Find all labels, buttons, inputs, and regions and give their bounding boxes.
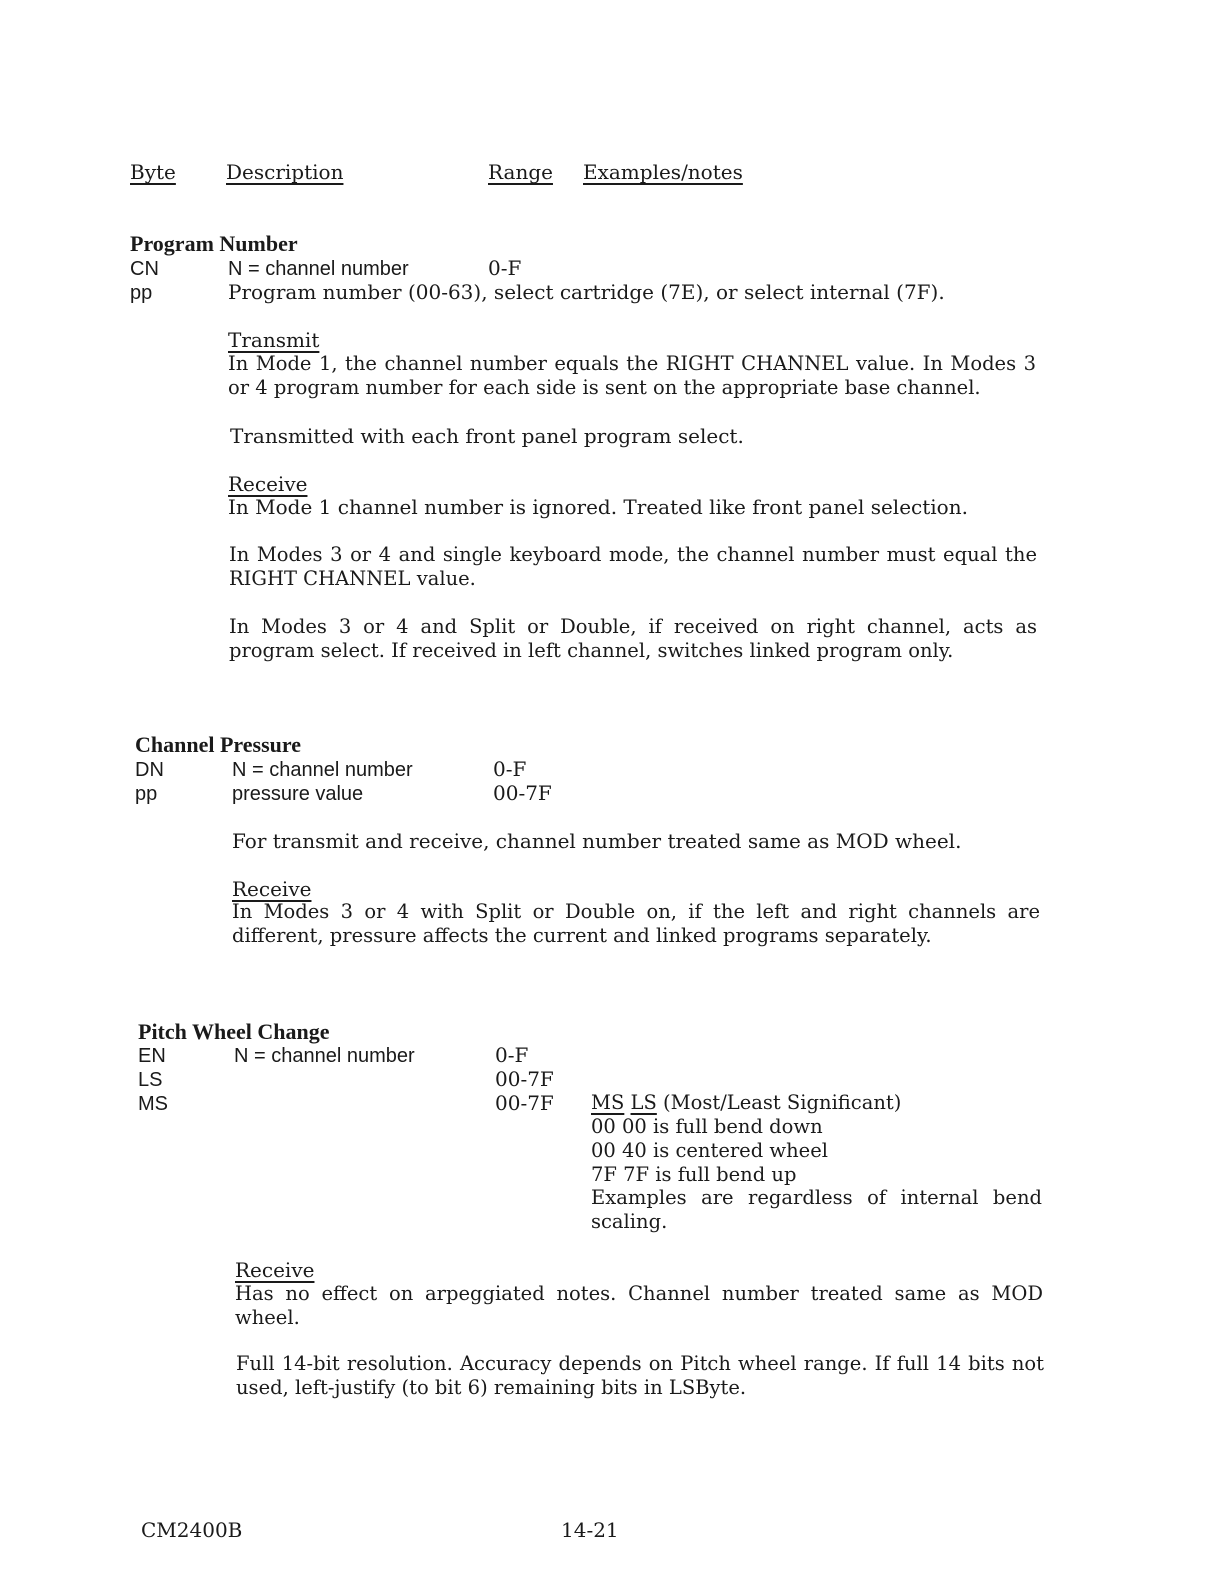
range-cell: 00-7F <box>495 1067 554 1091</box>
range-cell: 0-F <box>495 1043 529 1067</box>
pressure-note: For transmit and receive, channel number treated same as MOD wheel. <box>232 829 962 853</box>
byte-cell: DN <box>135 759 164 781</box>
byte-cell: MS <box>138 1093 168 1115</box>
note-full-up: 7F 7F is full bend up <box>591 1163 797 1186</box>
section-title: Program Number <box>130 231 298 256</box>
receive-label: Receive <box>228 472 308 496</box>
description-cell: N = channel number <box>228 258 409 280</box>
range-cell: 00-7F <box>495 1091 554 1115</box>
range-cell: 0-F <box>488 256 522 280</box>
byte-cell: pp <box>130 282 153 304</box>
note-centered: 00 40 is centered wheel <box>591 1139 828 1162</box>
notes-heading <box>591 1091 901 1115</box>
byte-cell: CN <box>130 258 159 280</box>
description-cell: N = channel number <box>234 1045 415 1067</box>
description-cell: Program number (00-63), select cartridge (7E), or select internal (7F). <box>228 280 945 304</box>
receive-label: Receive <box>232 877 312 901</box>
byte-cell: LS <box>138 1069 163 1091</box>
page-number: 14-21 <box>561 1518 619 1542</box>
range-cell: 00-7F <box>493 781 552 805</box>
document-id: CM2400B <box>141 1518 243 1542</box>
ms-label: MS <box>591 1091 625 1114</box>
description-cell: N = channel number <box>232 759 413 781</box>
pitch-wheel-notes <box>591 1091 901 1187</box>
range-cell: 0-F <box>493 757 527 781</box>
receive-paragraph-2: In Modes 3 or 4 and single keyboard mode, the channel number must equal the RIGHT CHANNEL value. <box>229 543 1037 590</box>
notes-heading-rest: (Most/Least Significant) <box>663 1091 902 1114</box>
description-cell: pressure value <box>232 783 364 805</box>
transmit-note: Transmitted with each front panel program select. <box>230 424 744 448</box>
section-title: Channel Pressure <box>135 732 302 757</box>
section-title: Pitch Wheel Change <box>138 1019 330 1044</box>
receive-paragraph-3: In Modes 3 or 4 and Split or Double, if received on right channel, acts as program select. If received in left channel, switches linked program only. <box>229 615 1037 662</box>
column-header-description: Description <box>226 160 344 184</box>
receive-label: Receive <box>235 1258 315 1282</box>
note-examples: Examples are regardless of internal bend scaling. <box>591 1186 1042 1233</box>
byte-cell: pp <box>135 783 158 805</box>
receive-paragraph-2: Full 14-bit resolution. Accuracy depends on Pitch wheel range. If full 14 bits not used, left-justify (to bit 6) remaining bits in LSByte. <box>236 1352 1044 1399</box>
column-header-byte: Byte <box>130 160 176 184</box>
receive-paragraph: In Modes 3 or 4 with Split or Double on, if the left and right channels are different, pressure affects the current and linked programs separately. <box>232 900 1040 947</box>
receive-paragraph-1: Has no effect on arpeggiated notes. Channel number treated same as MOD wheel. <box>235 1282 1043 1329</box>
column-header-examples: Examples/notes <box>583 160 743 184</box>
receive-paragraph-1: In Mode 1 channel number is ignored. Treated like front panel selection. <box>228 495 968 519</box>
transmit-paragraph: In Mode 1, the channel number equals the RIGHT CHANNEL value. In Modes 3 or 4 program number for each side is sent on the appropriate base channel. <box>228 352 1036 399</box>
byte-cell: EN <box>138 1045 166 1067</box>
column-header-range: Range <box>488 160 553 184</box>
ls-label: LS <box>630 1091 657 1114</box>
note-full-down: 00 00 is full bend down <box>591 1115 823 1138</box>
transmit-label: Transmit <box>228 328 320 352</box>
